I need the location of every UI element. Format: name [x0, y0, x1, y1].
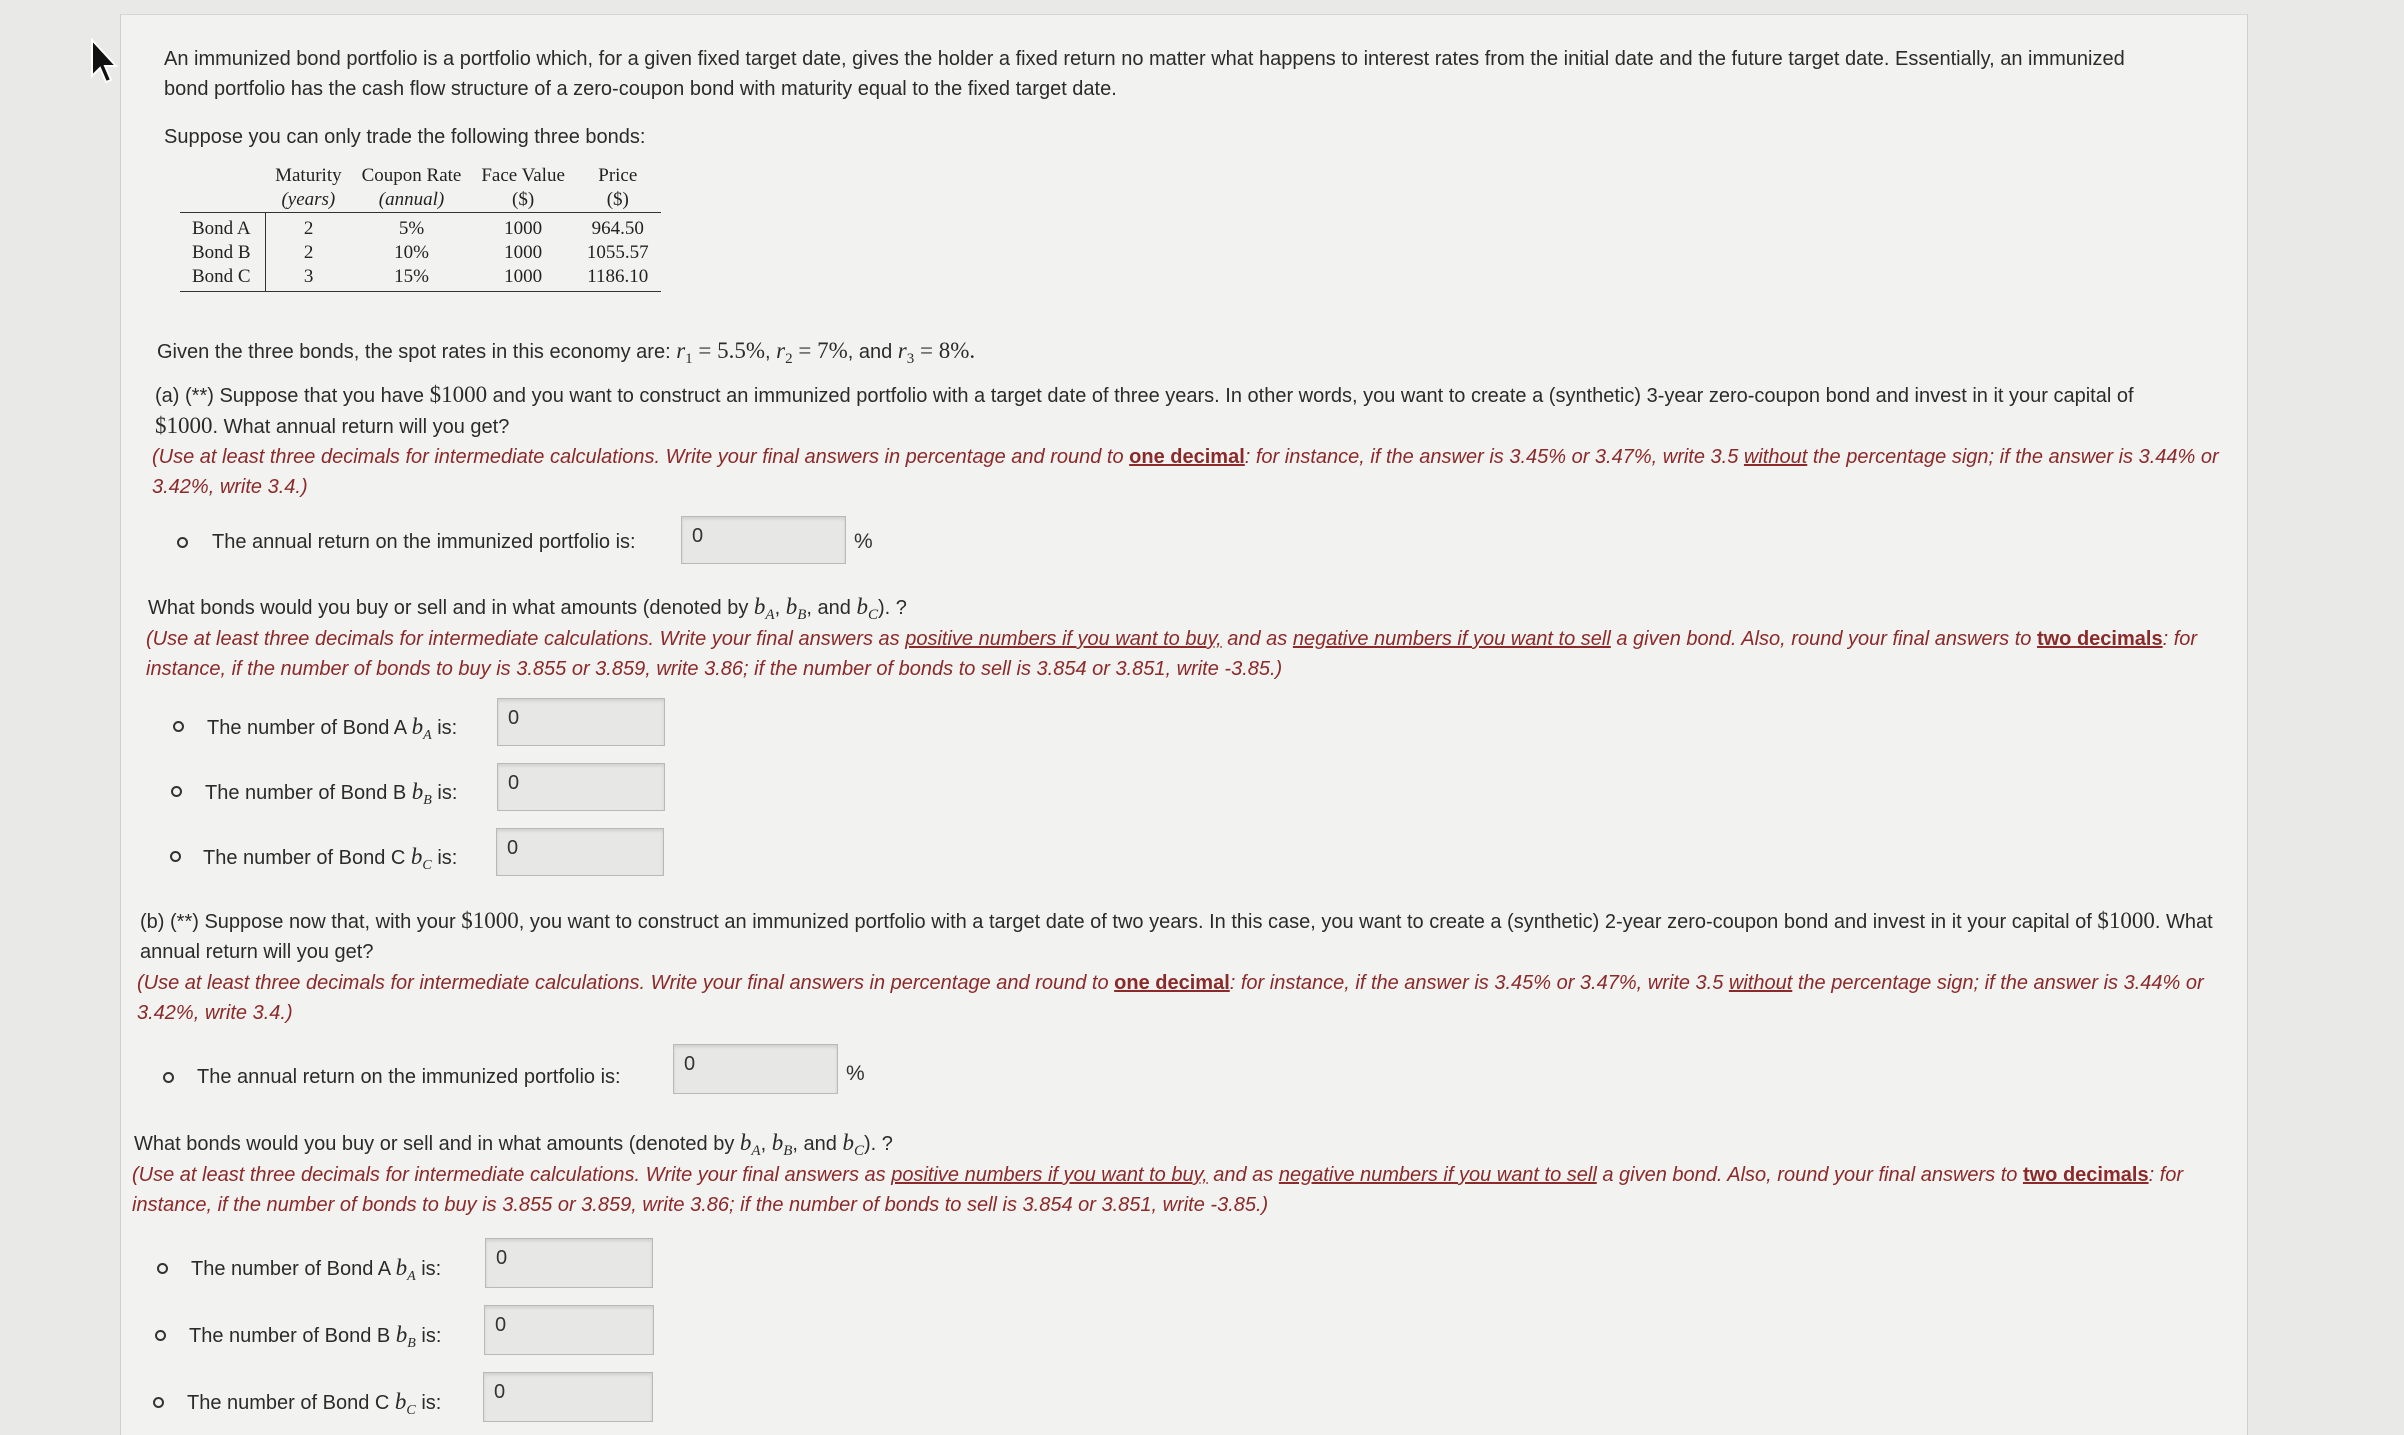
bond-a-input[interactable]: 0: [497, 698, 665, 746]
intro-paragraph: An immunized bond portfolio is a portfolio which, for a given fixed target date, gives the holder a fixed return no matter what happens to interest rates from the initial date and the future target date. Essentially, an immunized bond portfolio has the cash flow structure of a zero-coupon bond with maturity equal to the fixed target date.: [164, 48, 2125, 100]
bullet-icon: [171, 786, 182, 797]
part-a-question: (a) (**) Suppose that you have $1000 and you want to construct an immunized portfolio with a target date of three years. In other words, you want to create a (synthetic) 3-year zero-coupon bond and invest in it your capital of $1000. What annual return will you get?: [155, 382, 2134, 438]
return-b-input[interactable]: 0: [673, 1044, 838, 1094]
bond-c-label: The number of Bond C $b_C$ is:: [203, 844, 458, 873]
intro-suppose: Suppose you can only trade the following three bonds:: [164, 126, 646, 148]
header-coupon: Coupon Rate (annual): [361, 165, 462, 210]
bond-a-label: The number of Bond A $b_A$ is:: [207, 714, 458, 743]
bullet-icon: [170, 851, 181, 862]
bond-c-input[interactable]: 0: [496, 828, 664, 876]
bullet-icon: [157, 1263, 168, 1274]
return-b-label: The annual return on the immunized portfolio is:: [197, 1066, 621, 1088]
part-a-bonds-hint: (Use at least three decimals for intermediate calculations. Write your final answers as positive numbers if you want to buy, and as negative numbers if you want to sell a given bond. Also, round your final answers to two decimals: for instance, if the number of bonds to buy is 3.855 or 3.859, write 3.86; if the number of bonds to sell is 3.854 or 3.851, write -3.85.): [146, 628, 2198, 680]
bond-c-input[interactable]: 0: [483, 1372, 653, 1422]
part-b-bonds-question: What bonds would you buy or sell and in what amounts (denoted by $b_A$, $b_B$, and $b_C$). ?: [134, 1130, 893, 1159]
table-row: Bond A 2 5% 1000 964.50: [180, 213, 661, 242]
table-row: Bond C 3 15% 1000 1186.10: [180, 265, 661, 292]
header-maturity: Maturity (years): [275, 165, 342, 210]
bond-table: [180, 164, 661, 292]
header-face: Face Value ($): [481, 165, 565, 210]
bond-a-input[interactable]: 0: [485, 1238, 653, 1288]
percent-sign: %: [854, 530, 873, 553]
bond-a-label: The number of Bond A $b_A$ is:: [191, 1255, 442, 1284]
bond-table-header: [180, 164, 661, 213]
part-b-question: (b) (**) Suppose now that, with your $1000, you want to construct an immunized portfolio with a target date of two years. In this case, you want to create a (synthetic) 2-year zero-coupon bond and invest in it your capital of $1000. What annual return will you get?: [140, 908, 2213, 963]
return-a-label: The annual return on the immunized portfolio is:: [212, 531, 636, 553]
bond-b-input[interactable]: 0: [497, 763, 665, 811]
bond-b-label: The number of Bond B $b_B$ is:: [205, 779, 458, 808]
bullet-icon: [163, 1072, 174, 1083]
spot-rates-line: Given the three bonds, the spot rates in this economy are: $r_1 = 5.5\%$, $r_2 = 7\%$, and $r_3 = 8\%$.: [157, 338, 976, 367]
mouse-pointer-icon: [88, 38, 122, 86]
bond-b-label: The number of Bond B $b_B$ is:: [189, 1322, 442, 1351]
bullet-icon: [155, 1330, 166, 1341]
table-row: Bond B 2 10% 1000 1055.57: [180, 241, 661, 265]
return-a-input[interactable]: 0: [681, 516, 846, 564]
bullet-icon: [153, 1397, 164, 1408]
bond-c-label: The number of Bond C $b_C$ is:: [187, 1389, 442, 1418]
header-price: Price ($): [598, 165, 638, 210]
part-a-bonds-question: What bonds would you buy or sell and in what amounts (denoted by $b_A$, $b_B$, and $b_C$). ?: [148, 594, 907, 623]
part-b-bonds-hint: (Use at least three decimals for intermediate calculations. Write your final answers as positive numbers if you want to buy, and as negative numbers if you want to sell a given bond. Also, round your final answers to two decimals: for instance, if the number of bonds to buy is 3.855 or 3.859, write 3.86; if the number of bonds to sell is 3.854 or 3.851, write -3.85.): [132, 1164, 2184, 1216]
percent-sign: %: [846, 1062, 865, 1085]
part-b-hint: (Use at least three decimals for intermediate calculations. Write your final answers in percentage and round to one decimal: for instance, if the answer is 3.45% or 3.47%, write 3.5 without the percentage sign; if the answer is 3.44% or 3.42%, write 3.4.): [137, 972, 2204, 1024]
bullet-icon: [177, 537, 188, 548]
part-a-hint: (Use at least three decimals for intermediate calculations. Write your final answers in percentage and round to one decimal: for instance, if the answer is 3.45% or 3.47%, write 3.5 without the percentage sign; if the answer is 3.44% or 3.42%, write 3.4.): [152, 446, 2219, 498]
bullet-icon: [173, 721, 184, 732]
bond-b-input[interactable]: 0: [484, 1305, 654, 1355]
